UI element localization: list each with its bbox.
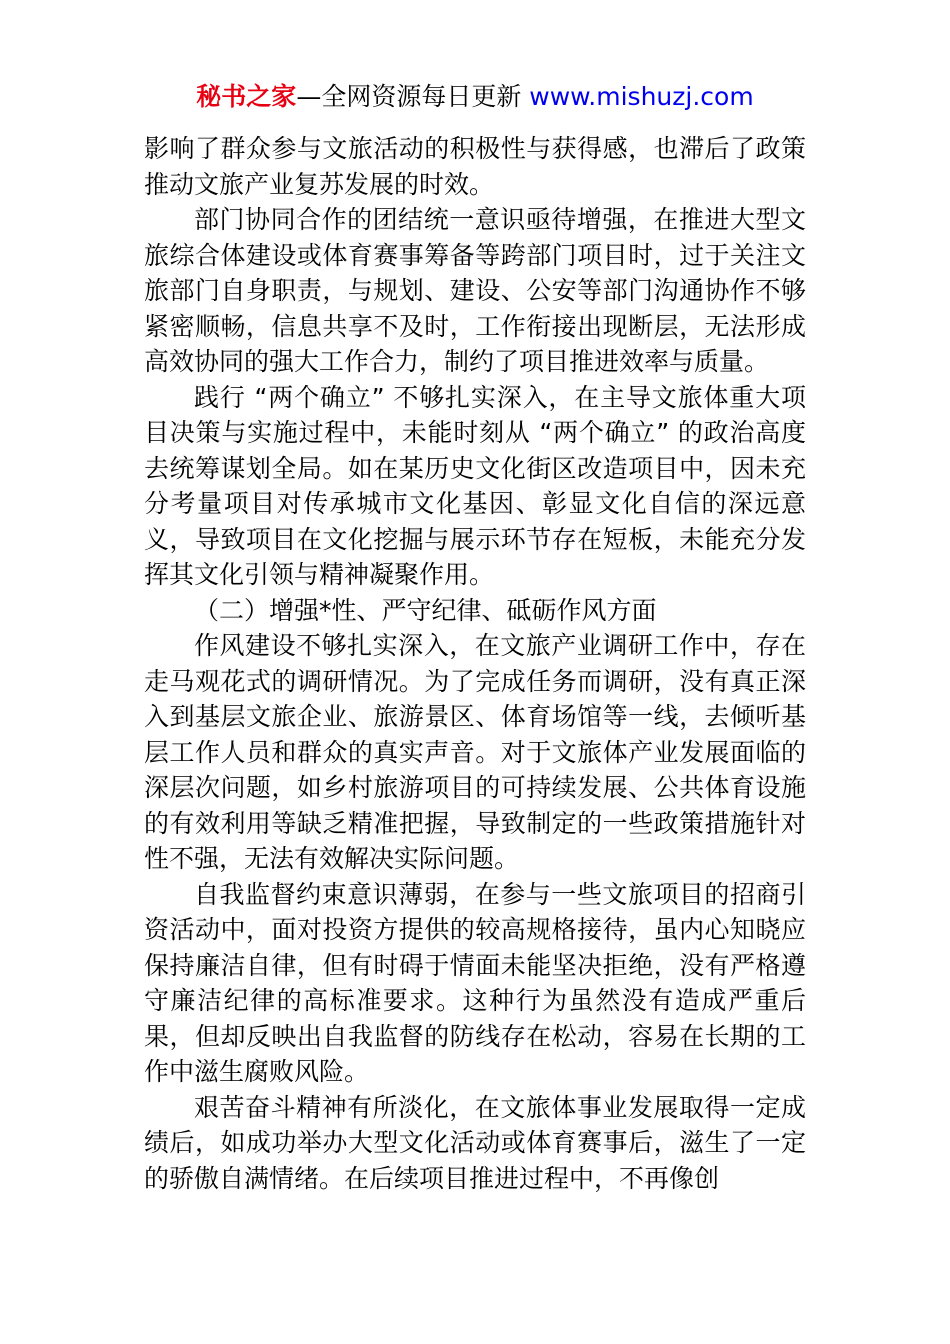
paragraph-work-style: 作风建设不够扎实深入，在文旅产业调研工作中，存在走马观花式的调研情况。为了完成任务而调研，没有真正深入到基层文旅企业、旅游景区、体育场馆等一线，去倾听基层工作人员和群众的真实声音。对于文旅体产业发展面临的深层次问题，如乡村旅游项目的可持续发展、公共体育设施的有效利用等缺乏精准把握，导致制定的一些政策措施针对性不强，无法有效解决实际问题。 [144,631,806,873]
section-heading: （二）增强*性、严守纪律、砥砺作风方面 [194,595,657,625]
paragraph-department-coordination: 部门协同合作的团结统一意识亟待增强，在推进大型文旅综合体建设或体育赛事筹备等跨部门项目时，过于关注文旅部门自身职责，与规划、建设、公安等部门沟通协作不够紧密顺畅，信息共享不及时，工作衔接出现断层，无法形成高效协同的强大工作合力，制约了项目推进效率与质量。 [144,205,806,376]
site-tagline: —全网资源每日更新 [296,82,530,111]
paragraph-continued: 影响了群众参与文旅活动的积极性与获得感，也滞后了政策推动文旅产业复苏发展的时效。 [144,134,806,199]
site-url-link[interactable]: www.mishuzj.com [529,82,754,111]
site-header [0,80,950,114]
site-brand: 秘书之家 [196,82,297,111]
paragraph-two-establishments: 践行 “两个确立” 不够扎实深入，在主导文旅体重大项目决策与实施过程中，未能时刻从 “两个确立” 的政治高度去统筹谋划全局。如在某历史文化街区改造项目中，因未充分考量项目对传承城市文化基因、彰显文化自信的深远意义，导致项目在文化挖掘与展示环节存在短板，未能充分发挥其文化引领与精神凝聚作用。 [144,382,806,589]
paragraph-hard-work-spirit: 艰苦奋斗精神有所淡化，在文旅体事业发展取得一定成绩后，如成功举办大型文化活动或体育赛事后，滋生了一定的骄傲自满情绪。在后续项目推进过程中，不再像创 [144,1092,806,1193]
document-body [144,131,806,1196]
paragraph-self-supervision: 自我监督约束意识薄弱，在参与一些文旅项目的招商引资活动中，面对投资方提供的较高规格接待，虽内心知晓应保持廉洁自律，但有时碍于情面未能坚决拒绝，没有严格遵守廉洁纪律的高标准要求。这种行为虽然没有造成严重后果，但却反映出自我监督的防线存在松动，容易在长期的工作中滋生腐败风险。 [144,879,806,1086]
